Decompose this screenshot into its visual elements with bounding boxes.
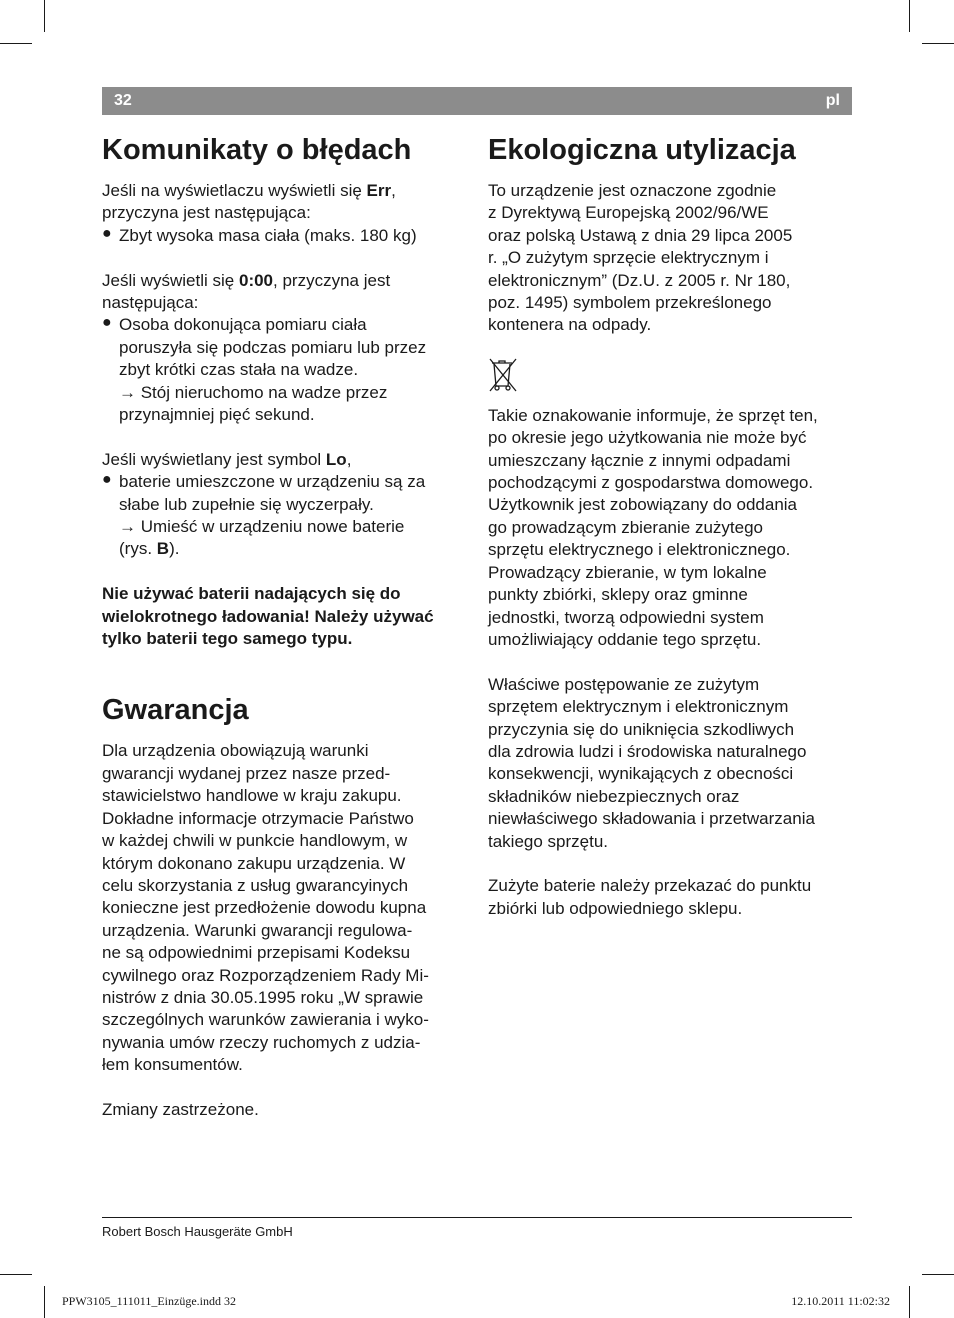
errors-paragraph-2: Jeśli wyświetli się 0:00, przyczyna jest następująca: bbox=[102, 270, 391, 313]
warranty-paragraph: Dla urządzenia obowiązują warunki gwarancji wydanej przez nasze przed- stawicielstwo handlowe w kraju zakupu. Dokładne informacje otrzymacie Państwo w każdej chwili w punkcie handlowym, w którym dokonano zakupu urządzenia. W celu skorzystania z usług gwarancyinych konieczne jest przedłożenie dowodu kupna urządzenia. Warunki gwarancji regulowa- ne są odpowiednimi przepisami Kodeksu cywilnego oraz Rozporządzeniem Rady Mi- nistrów z dnia 30.05.1995 roku „W sprawie szczególnych warunków zawierania i wyko- nywania umów rzeczy ruchomych z udzia- łem konsumentów. bbox=[102, 741, 429, 1075]
list-item: ● Zbyt wysoka masa ciała (maks. 180 kg) bbox=[102, 225, 468, 247]
list-item: ● Osoba dokonująca pomiaru ciała poruszyła się podczas pomiaru lub przez zbyt krótki czas stała na wadze. → Stój nieruchomo na wadze przez przynajmniej pięć sekund. bbox=[102, 314, 468, 426]
errors-heading: Komunikaty o błędach bbox=[102, 134, 412, 166]
page-header-bar bbox=[102, 87, 852, 115]
page-number: 32 bbox=[114, 92, 132, 109]
bullet-icon: ● bbox=[102, 224, 112, 242]
crop-mark bbox=[44, 1286, 45, 1318]
crop-mark bbox=[0, 43, 32, 44]
crossed-out-wheelie-bin-icon bbox=[488, 357, 520, 393]
footer-company: Robert Bosch Hausgeräte GmbH bbox=[102, 1224, 293, 1239]
left-column bbox=[102, 130, 468, 1121]
bullet-icon: ● bbox=[102, 471, 112, 489]
language-code: pl bbox=[825, 92, 840, 109]
crop-mark bbox=[909, 0, 910, 32]
battery-warning: Nie używać baterii nadających się do wielokrotnego ładowania! Należy używać tylko baterii tego samego typu. bbox=[102, 584, 434, 649]
eco-paragraph-1: To urządzenie jest oznaczone zgodnie z Dyrektywą Europejską 2002/96/WE oraz polską Ustawą z dnia 29 lipca 2005 r. „O zużytym sprzęcie elektrycznym i elektronicznym” (Dz.U. z 2005 r. Nr 180, poz. 1495) symbolem przekreślonego kontenera na odpady. bbox=[488, 181, 793, 335]
right-column bbox=[488, 130, 852, 920]
footer-rule bbox=[102, 1217, 852, 1218]
print-file-info: PPW3105_111011_Einzüge.indd 32 bbox=[62, 1294, 236, 1308]
crop-mark bbox=[909, 1286, 910, 1318]
list-item: ● baterie umieszczone w urządzeniu są za słabe lub zupełnie się wyczerpały. → Umieść w urządzeniu nowe baterie (rys. B). bbox=[102, 471, 468, 561]
crop-mark bbox=[922, 43, 954, 44]
crop-mark bbox=[0, 1274, 32, 1275]
errors-paragraph-1: Jeśli na wyświetlaczu wyświetli się Err, przyczyna jest następująca: bbox=[102, 181, 396, 223]
changes-reserved: Zmiany zastrzeżone. bbox=[102, 1099, 259, 1119]
eco-heading: Ekologiczna utylizacja bbox=[488, 134, 796, 166]
warranty-heading: Gwarancja bbox=[102, 694, 249, 727]
eco-paragraph-4: Zużyte baterie należy przekazać do punktu zbiórki lub odpowiedniego sklepu. bbox=[488, 876, 812, 918]
print-datetime: 12.10.2011 11:02:32 bbox=[791, 1294, 890, 1308]
crop-mark bbox=[922, 1274, 954, 1275]
errors-paragraph-3: Jeśli wyświetlany jest symbol Lo, bbox=[102, 449, 352, 469]
eco-paragraph-3: Właściwe postępowanie ze zużytym sprzętem elektrycznym i elektronicznym przyczynia się do uniknięcia szkodliwych dla zdrowia ludzi i środowiska naturalnego konsekwencji, wynikających z obecności składników niebezpiecznych oraz niewłaściwego składowania i przetwarzania takiego sprzętu. bbox=[488, 674, 815, 851]
crop-mark bbox=[44, 0, 45, 32]
eco-paragraph-2: Takie oznakowanie informuje, że sprzęt ten, po okresie jego użytkowania nie może być umieszczany łącznie z innymi odpadami pochodzącymi z gospodarstwa domowego. Użytkownik jest zobowiązany do oddania go prowadzącym zbieranie zużytego sprzętu elektrycznego i elektronicznego. Prowadzący zbieranie, w tym lokalne punkty zbiórki, sklepy oraz gminne jednostki, tworzą odpowiedni system umożliwiający oddanie tego sprzętu. bbox=[488, 405, 818, 649]
bullet-icon: ● bbox=[102, 314, 112, 332]
